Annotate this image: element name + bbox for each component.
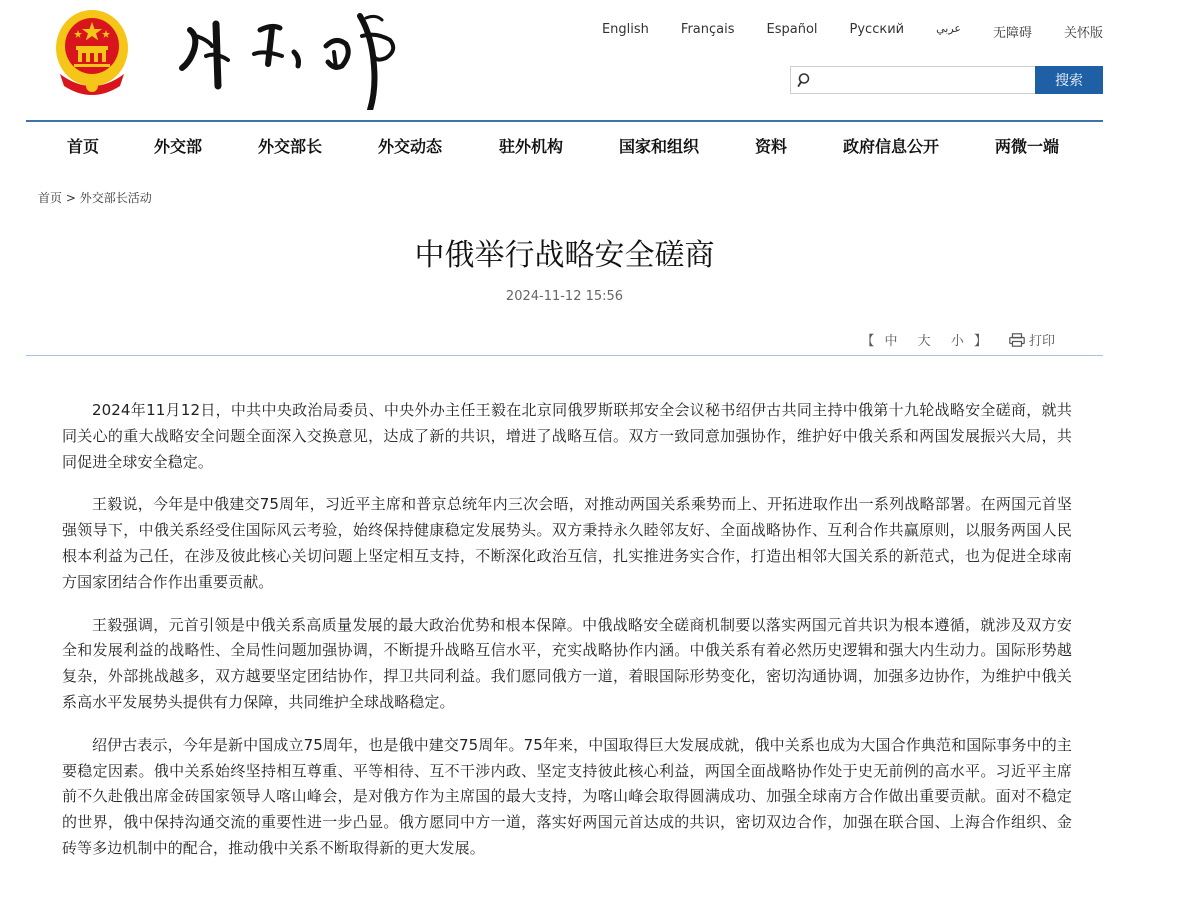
breadcrumb-current-link[interactable]: 外交部长活动 [79,191,152,205]
article-tools [861,330,1055,349]
print-label: 打印 [1028,334,1055,349]
national-emblem-logo[interactable] [54,8,130,98]
breadcrumb-home-link[interactable]: 首页 [38,191,63,205]
nav-item-home[interactable]: 首页 [67,137,100,156]
accessibility-link[interactable]: 无障碍 [992,26,1032,41]
article-date: 2024-11-12 15:56 [505,289,624,304]
font-size-control [861,330,987,349]
search-icon [797,72,813,88]
nav-item-resources[interactable]: 资料 [755,137,788,156]
font-size-bracket-open: 【 [861,334,875,349]
printer-icon [1009,333,1025,347]
font-size-small-button[interactable]: 小 [950,334,964,349]
site-name-calligraphy-logo [176,6,406,110]
article-paragraph: 绍伊古表示，今年是新中国成立75周年，也是俄中建交75周年。75年来，中国取得巨大发展成就，俄中关系也成为大国合作典范和国际事务中的主要稳定因素。俄中关系始终坚持相互尊重、平等相待、互不干涉内政、坚定支持彼此核心利益，两国全面战略协作处于史无前例的高水平。习近平主席前不久赴俄出席金砖国家领导人喀山峰会，是对俄方作为主席国的最大支持，为喀山峰会取得圆满成功、加强全球南方合作做出重要贡献。面对不稳定的世界，俄中保持沟通交流的重要性进一步凸显。俄方愿同中方一道，落实好两国元首达成的共识，密切双边合作，加强在联合国、上海合作组织、金砖等多边机制中的配合，推动俄中关系不断取得新的更大发展。 [62,735,1072,857]
font-size-bracket-close: 】 [973,334,987,349]
article-title: 中俄举行战略安全磋商 [414,238,715,273]
language-bar [570,22,1103,41]
print-button[interactable] [1009,330,1055,349]
nav-item-gov-info[interactable]: 政府信息公开 [843,137,940,156]
article-paragraph: 2024年11月12日，中共中央政治局委员、中央外办主任王毅在北京同俄罗斯联邦安全会议秘书绍伊古共同主持中俄第十九轮战略安全磋商，就共同关心的重大战略安全问题全面深入交换意见，达成了新的共识，增进了战略互信。双方一致同意加强协作，维护好中俄关系和两国发展振兴大局，共同促进全球安全稳定。 [62,401,1072,471]
header-rule [26,120,1103,122]
nav-item-news[interactable]: 外交动态 [378,137,443,156]
search-button[interactable]: 搜索 [1035,66,1103,94]
nav-item-countries[interactable]: 国家和组织 [619,137,700,156]
lang-russian-link[interactable]: Русский [849,22,905,37]
nav-item-missions[interactable]: 驻外机构 [499,137,564,156]
content-divider [26,355,1103,356]
nav-item-social[interactable]: 两微一端 [995,137,1060,156]
care-version-link[interactable]: 关怀版 [1063,26,1103,41]
search-bar [790,66,1103,94]
article-body [62,398,1072,879]
lang-french-link[interactable]: Français [680,22,735,37]
breadcrumb [38,189,152,206]
nav-item-minister[interactable]: 外交部长 [258,137,323,156]
search-box [790,66,1035,94]
lang-english-link[interactable]: English [601,22,649,37]
main-nav [26,124,1103,164]
lang-spanish-link[interactable]: Español [766,22,818,37]
breadcrumb-separator: > [65,191,76,205]
lang-arabic-link[interactable]: عربي [936,22,961,35]
search-input[interactable] [817,67,1031,93]
font-size-large-button[interactable]: 中 [884,334,898,349]
font-size-medium-button[interactable]: 大 [917,334,931,349]
nav-item-ministry[interactable]: 外交部 [154,137,203,156]
page [26,0,1103,918]
article-paragraph: 王毅强调，元首引领是中俄关系高质量发展的最大政治优势和根本保障。中俄战略安全磋商机制要以落实两国元首共识为根本遵循，就涉及双方安全和发展利益的战略性、全局性问题加强协调，不断提升战略互信水平，充实战略协作内涵。中俄关系有着必然历史逻辑和强大内生动力。国际形势越复杂，外部挑战越多，双方越要坚定团结协作，捍卫共同利益。我们愿同俄方一道，着眼国际形势变化，密切沟通协调，加强多边协作，为维护中俄关系高水平发展势头提供有力保障，共同维护全球战略稳定。 [62,615,1072,711]
article-paragraph: 王毅说，今年是中俄建交75周年，习近平主席和普京总统年内三次会晤，对推动两国关系乘势而上、开拓进取作出一系列战略部署。在两国元首坚强领导下，中俄关系经受住国际风云考验，始终保持健康稳定发展势头。双方秉持永久睦邻友好、全面战略协作、互利合作共赢原则，以服务两国人民根本利益为己任，在涉及彼此核心关切问题上坚定相互支持，不断深化政治互信，扎实推进务实合作，打造出相邻大国关系的新范式，也为促进全球南方国家团结合作作出重要贡献。 [62,495,1072,591]
